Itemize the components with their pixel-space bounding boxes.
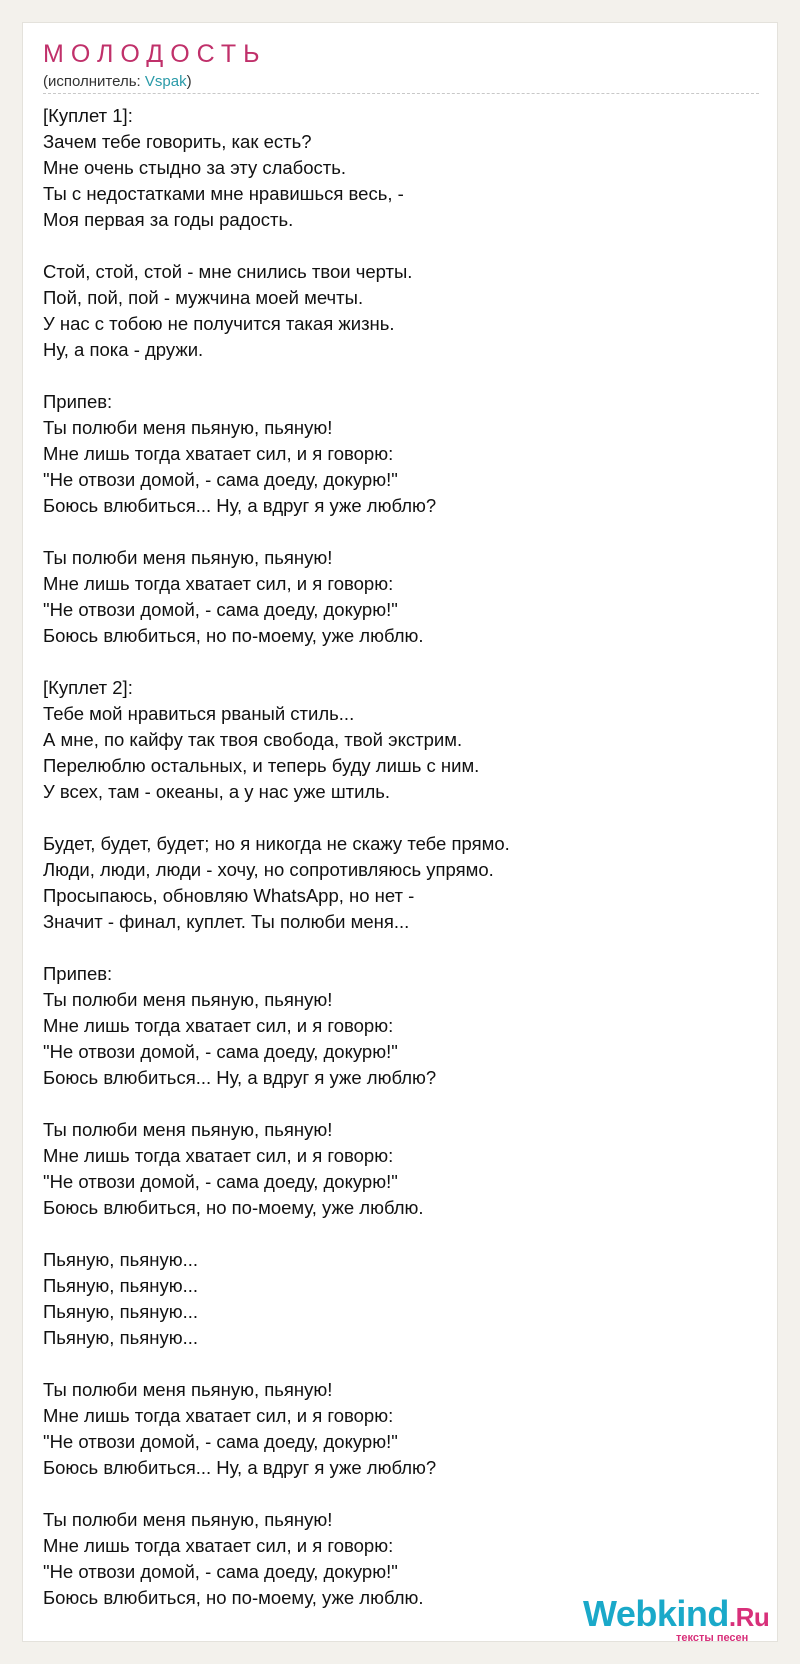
header-divider (43, 93, 759, 94)
lyric-line: Моя первая за годы радость. (43, 209, 294, 230)
lyric-line: Стой, стой, стой - мне снились твои черты. (43, 261, 413, 282)
lyric-line: Значит - финал, куплет. Ты полюби меня... (43, 911, 410, 932)
artist-link[interactable]: Vspak (144, 73, 187, 90)
lyric-line: Мне лишь тогда хватает сил, и я говорю: (43, 1535, 394, 1556)
lyric-line: Пьяную, пьяную... (43, 1301, 199, 1322)
lyric-line: Просыпаюсь, обновляю WhatsApp, но нет - (43, 885, 415, 906)
lyric-line: Боюсь влюбиться, но по-моему, уже люблю. (43, 1587, 424, 1608)
lyric-line: Мне лишь тогда хватает сил, и я говорю: (43, 443, 394, 464)
lyric-line: "Не отвози домой, - сама доеду, докурю!" (43, 1561, 398, 1582)
lyric-line: Боюсь влюбиться, но по-моему, уже люблю. (43, 625, 424, 646)
logo-main: Webkind (583, 1593, 729, 1634)
lyric-line: Припев: (43, 963, 113, 984)
lyric-line: Боюсь влюбиться... Ну, а вдруг я уже люблю? (43, 495, 437, 516)
lyric-line: Ты полюби меня пьяную, пьяную! (43, 417, 333, 438)
stanza (43, 961, 743, 1091)
stanza (43, 103, 743, 233)
lyric-line: Зачем тебе говорить, как есть? (43, 131, 312, 152)
lyric-line: Мне лишь тогда хватает сил, и я говорю: (43, 1405, 394, 1426)
artist-prefix: (исполнитель: (43, 73, 145, 90)
lyric-line: А мне, по кайфу так твоя свобода, твой экстрим. (43, 729, 463, 750)
lyric-line: Пьяную, пьяную... (43, 1275, 199, 1296)
lyric-line: [Куплет 2]: (43, 677, 133, 698)
logo-domain: .Ru (728, 1602, 770, 1632)
lyric-line: Боюсь влюбиться, но по-моему, уже люблю. (43, 1197, 424, 1218)
stanza (43, 831, 743, 935)
lyric-line: "Не отвози домой, - сама доеду, докурю!" (43, 1041, 398, 1062)
lyric-line: Мне очень стыдно за эту слабость. (43, 157, 347, 178)
stanza (43, 675, 743, 805)
lyric-line: Ты полюби меня пьяную, пьяную! (43, 1379, 333, 1400)
lyric-line: Пой, пой, пой - мужчина моей мечты. (43, 287, 364, 308)
lyric-line: Пьяную, пьяную... (43, 1327, 199, 1348)
stanza (43, 259, 743, 363)
stanza (43, 545, 743, 649)
lyric-line: Мне лишь тогда хватает сил, и я говорю: (43, 1145, 394, 1166)
lyric-line: Ты полюби меня пьяную, пьяную! (43, 547, 333, 568)
lyric-line: Люди, люди, люди - хочу, но сопротивляюсь упрямо. (43, 859, 494, 880)
lyric-line: "Не отвози домой, - сама доеду, докурю!" (43, 1171, 398, 1192)
lyric-line: Припев: (43, 391, 113, 412)
lyric-line: Будет, будет, будет; но я никогда не скажу тебе прямо. (43, 833, 510, 854)
lyric-line: У нас с тобою не получится такая жизнь. (43, 313, 395, 334)
lyric-line: Тебе мой нравиться рваный стиль... (43, 703, 355, 724)
stanza (43, 389, 743, 519)
lyric-line: Ты с недостатками мне нравишься весь, - (43, 183, 404, 204)
lyric-line: Боюсь влюбиться... Ну, а вдруг я уже люблю? (43, 1067, 437, 1088)
logo-tagline: тексты песен (676, 1632, 749, 1644)
lyric-line: У всех, там - океаны, а у нас уже штиль. (43, 781, 391, 802)
lyric-line: Мне лишь тогда хватает сил, и я говорю: (43, 573, 394, 594)
lyric-line: "Не отвози домой, - сама доеду, докурю!" (43, 599, 398, 620)
lyric-line: Перелюблю остальных, и теперь буду лишь с ним. (43, 755, 480, 776)
song-title: МОЛОДОСТЬ (43, 40, 267, 68)
lyric-line: Пьяную, пьяную... (43, 1249, 199, 1270)
lyric-line: "Не отвози домой, - сама доеду, докурю!" (43, 1431, 398, 1452)
lyric-line: Ты полюби меня пьяную, пьяную! (43, 989, 333, 1010)
lyric-line: Ты полюби меня пьяную, пьяную! (43, 1119, 333, 1140)
stanza (43, 1247, 743, 1351)
artist-line (43, 73, 192, 90)
lyric-line: Ты полюби меня пьяную, пьяную! (43, 1509, 333, 1530)
site-logo[interactable] (583, 1593, 770, 1635)
lyric-line: Боюсь влюбиться... Ну, а вдруг я уже люблю? (43, 1457, 437, 1478)
artist-suffix: ) (186, 73, 192, 90)
lyric-line: Ну, а пока - дружи. (43, 339, 204, 360)
lyric-line: Мне лишь тогда хватает сил, и я говорю: (43, 1015, 394, 1036)
lyric-line: [Куплет 1]: (43, 105, 133, 126)
stanza (43, 1377, 743, 1481)
lyric-line: "Не отвози домой, - сама доеду, докурю!" (43, 469, 398, 490)
stanza (43, 1117, 743, 1221)
lyrics-body (43, 103, 743, 1637)
